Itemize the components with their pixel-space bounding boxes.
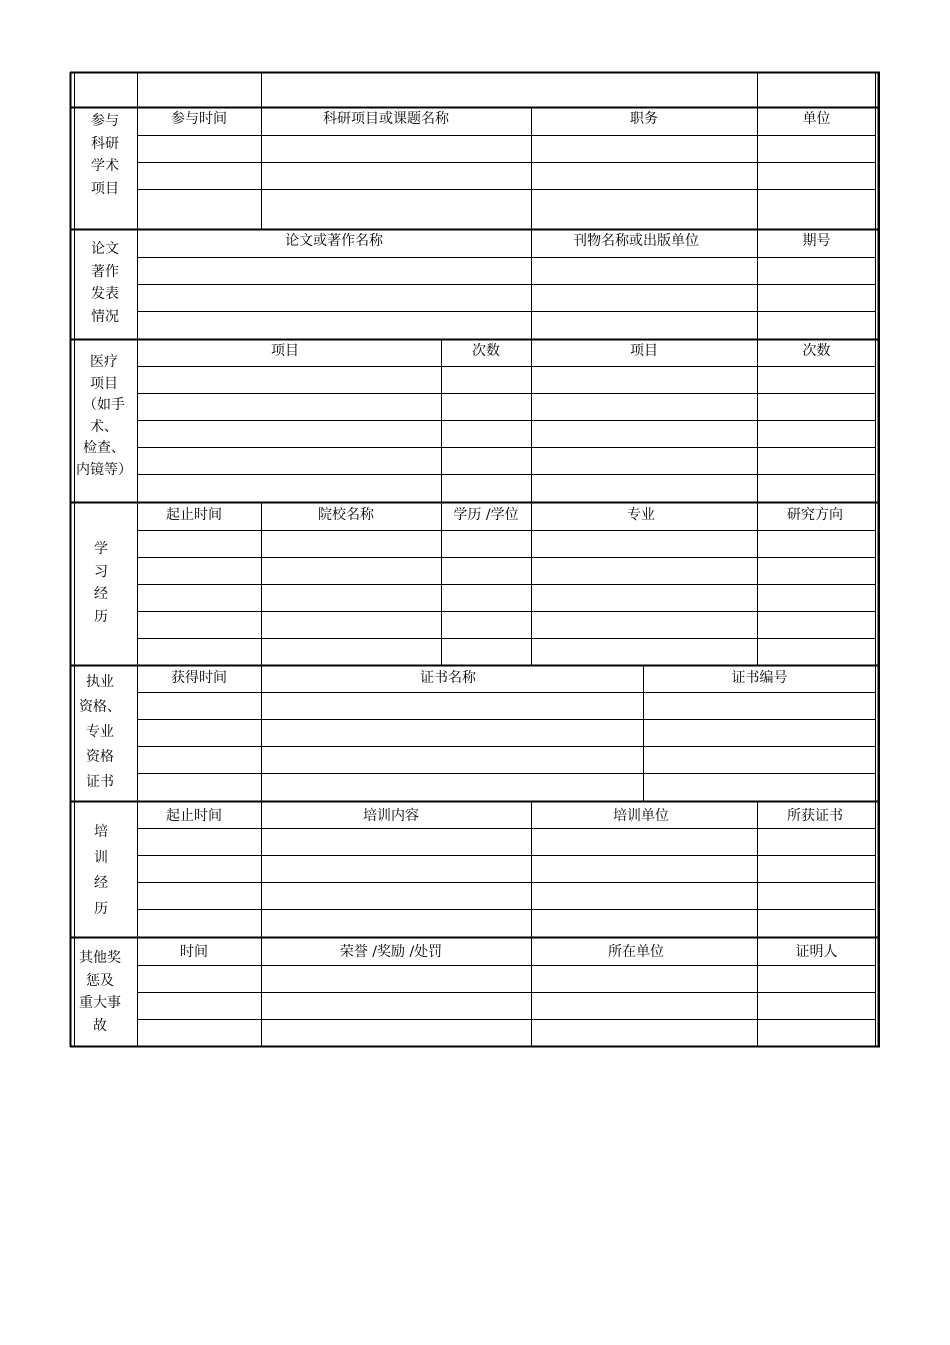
research-header-project: 科研项目或课题名称 [323,111,449,127]
label-line: 检查、 [83,440,125,456]
papers-section-label [73,238,137,328]
label-line: 习 [94,563,108,580]
label-line: 术、 [90,418,118,435]
label-line: 经 [94,586,108,602]
label-line: 论文 [91,241,119,257]
cert-header-name: 证书名称 [420,670,476,686]
label-line: 项目 [90,375,118,392]
cert-header-number: 证书编号 [731,670,788,686]
papers-header-publisher: 刊物名称或出版单位 [573,233,699,249]
cert-header-date: 获得时间 [171,670,227,686]
papers-header-issue: 期号 [802,233,831,249]
label-line: 惩及 [86,972,114,989]
awards-header-type: 荣誉 /奖励 /处罚 [339,944,443,960]
education-header-school: 院校名称 [318,507,374,523]
awards-header-witness: 证明人 [795,944,838,960]
training-section-label [73,820,129,922]
training-header-unit: 培训单位 [613,808,669,824]
label-line: 历 [94,900,108,917]
medical-section-label [71,352,137,481]
label-line: 训 [94,849,108,866]
papers-header-title: 论文或著作名称 [285,233,383,249]
label-line: 内镜等） [76,461,132,478]
training-header-certificate: 所获证书 [787,808,843,824]
awards-header-unit: 所在单位 [608,944,664,960]
label-line: 证书 [86,774,114,790]
label-line: 科研 [91,135,119,152]
label-line: 医疗 [90,354,118,370]
research-header-role: 职务 [630,111,658,127]
research-section-label [73,110,137,200]
label-line: 培 [94,824,108,840]
label-line: 故 [93,1017,107,1034]
certificates-section-label [73,670,127,795]
medical-header-item-2: 项目 [630,343,658,359]
education-header-degree: 学历 /学位 [453,507,519,523]
label-line: 经 [94,875,108,891]
research-header-time: 参与时间 [171,111,227,127]
label-line: 发表 [91,286,119,302]
label-line: 资格、 [79,699,121,715]
label-line: 历 [94,608,108,625]
label-line: 执业 [86,674,114,690]
label-line: 学术 [91,158,119,174]
label-line: 情况 [91,308,119,325]
medical-header-count-2: 次数 [802,343,831,359]
label-line: 项目 [91,180,119,197]
label-line: 著作 [91,263,119,280]
education-header-major: 专业 [627,507,655,523]
label-line: 学 [94,541,108,557]
label-line: （如手 [83,397,125,413]
label-line: 参与 [91,113,119,129]
medical-header-count-1: 次数 [472,343,500,359]
medical-header-item-1: 项目 [271,343,299,359]
education-header-research: 研究方向 [787,507,843,523]
education-section-label [73,538,129,628]
training-header-period: 起止时间 [166,808,222,824]
awards-header-time: 时间 [180,944,208,960]
label-line: 资格 [86,749,114,765]
research-header-unit: 单位 [802,111,831,127]
label-line: 专业 [86,724,114,740]
label-line: 重大事 [79,995,121,1011]
awards-section-label [73,947,127,1037]
training-header-content: 培训内容 [363,808,419,824]
label-line: 其他奖 [79,950,121,966]
education-header-period: 起止时间 [166,507,222,523]
